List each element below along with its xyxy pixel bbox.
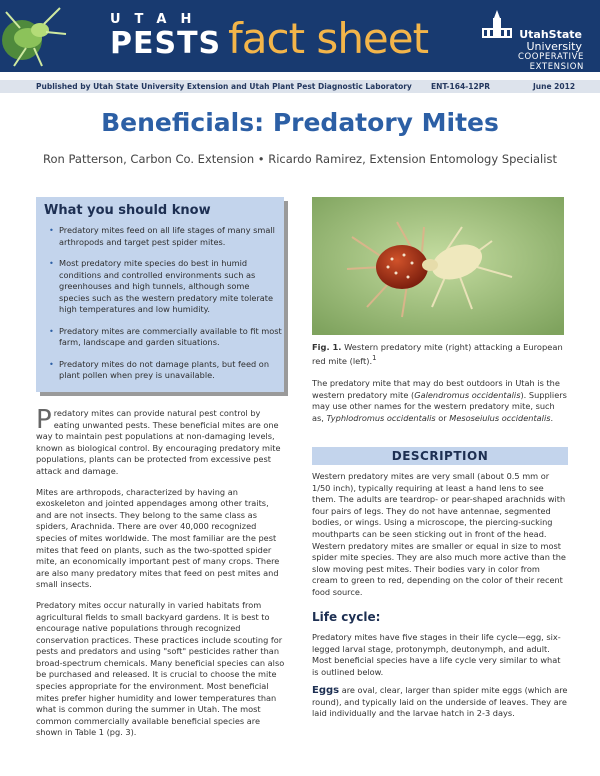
species-name: Galendromus occidentalis [414, 389, 521, 400]
life-cycle-heading: Life cycle: [312, 610, 381, 624]
publication-code: ENT-164-12PR [431, 82, 491, 91]
figure-photo [312, 197, 564, 335]
fact-sheet-label: fact sheet [228, 14, 429, 63]
list-item: • Predatory mites do not damage plants, but feed on plant pollen when prey is unavailable. [46, 359, 282, 382]
list-item: • Predatory mites feed on all life stages of many small arthropods and target pest spider mites. [46, 225, 282, 248]
right-column-intro [312, 378, 568, 432]
publisher-text: Published by Utah State University Extension and Utah Plant Pest Diagnostic Laboratory [36, 82, 412, 91]
intro-text-1: The predatory mite that may do best outdoors in Utah is the western predatory mite ( [312, 378, 560, 400]
paragraph-intro [36, 405, 286, 478]
left-column-body [36, 405, 286, 748]
header-banner [0, 0, 600, 72]
know-box-list [46, 225, 282, 392]
old-main-building-icon [476, 8, 518, 48]
publication-date: June 2012 [533, 82, 576, 91]
description-text: Western predatory mites are very small (about 0.5 mm or 1/50 inch), typically requiring at least a hand lens to see them. The adults are teardrop- or pear-shaped arachnids with four pairs of legs. They do not have antennae, segmented bodies, or wings. Using a microscope, the piercing-sucking mouthparts can be seen sticking out in front of the head. Western predatory mites are smaller or equal in size to most spider mite species. They are also much more active than the slow moving pest mites. Their bodies vary in color from cream to green to red, depending on the color of their recent food source. [312, 471, 566, 597]
life-cycle-text: Predatory mites have five stages in their life cycle—egg, six-legged larval stage, protonymph, deutonymph, and adult. Most beneficial species have a life cycle very similar to what is outlined below. [312, 632, 561, 677]
eggs-paragraph [312, 685, 568, 720]
intro-text-2: ). Suppliers may use other names for the western predatory mite, such as, [312, 389, 567, 423]
what-you-should-know-box [36, 197, 284, 392]
utah-label: UTAH [110, 12, 206, 27]
intro-text-3: or [435, 412, 450, 423]
paragraph-western-mite [312, 378, 568, 424]
know-box-heading: What you should know [44, 203, 211, 218]
intro-text-4: . [550, 412, 554, 423]
figure-caption [312, 342, 564, 367]
cooperative-extension-label: COOPERATIVE EXTENSION [517, 52, 584, 72]
publisher-bar [0, 80, 600, 93]
description-heading: DESCRIPTION [312, 447, 568, 465]
eggs-text: are oval, clear, larger than spider mite eggs (which are round), and typically laid on the underside of leaves. They are laid individually and the larvae hatch in 2-3 days. [312, 685, 568, 719]
pest-bug-logo-icon [0, 0, 70, 72]
caption-superscript: 1 [372, 354, 377, 362]
species-name: Typhlodromus occidentalis [326, 412, 436, 423]
university-name-line2: University [526, 40, 582, 53]
paragraph-habitats: Predatory mites occur naturally in varied habitats from agricultural fields to small backyard gardens. It is best to encourage native populations through recognized conservation practices. These practices include scouting for pests and predators and using "soft" pesticides rather than broad-spectrum chemicals. Many beneficial species can also be purchased and released. It is crucial to choose the mite species appropriate for the environment. Most beneficial mites prefer higher humidity and lower temperatures than what is common during the summer in Utah. The most common commercially available beneficial species are shown in Table 1 (pg. 3). [36, 599, 285, 738]
paragraph-intro-text: redatory mites can provide natural pest control by eating unwanted pests. These beneficial mites are one way to maintain pest populations at non-damaging levels, known as biological control. By encouraging predatory mite populations, plants can be protected from excessive pest attack and damage. [36, 408, 281, 476]
drop-cap: P [36, 405, 52, 435]
usu-logo [470, 8, 590, 72]
figure-caption-text: Western predatory mite (right) attacking a European red mite (left). [312, 342, 563, 366]
list-item: • Predatory mites are commercially available to fit most farm, landscape and garden situations. [46, 326, 282, 349]
page-title: Beneficials: Predatory Mites [101, 108, 499, 137]
list-item: • Most predatory mite species do best in humid conditions and controlled environments such as greenhouses and high tunnels, although some species such as the western predatory mite tolerate high temperatures and low humidity. [46, 258, 282, 316]
university-name-line1: UtahState [519, 28, 582, 41]
authors-line: Ron Patterson, Carbon Co. Extension • Ricardo Ramirez, Extension Entomology Specialist [43, 152, 557, 166]
pests-label: PESTS [110, 26, 222, 61]
predatory-mite-photo-icon [312, 197, 564, 335]
figure-label: Fig. 1. [312, 342, 342, 352]
eggs-label: Eggs [312, 685, 340, 696]
species-name: Mesoseiulus occidentalis [449, 412, 551, 423]
paragraph-arthropods: Mites are arthropods, characterized by having an exoskeleton and jointed appendages among other traits, and are not insects. They belong to the same class as spiders, Arachnida. There are over 40,000 recognized species of mites worldwide. The most familiar are the pest mites that feed on plants, such as the two-spotted spider mite, an economically important pest of many crops. There are also many predatory mites that feed on pest mites and small insects. [36, 486, 280, 590]
